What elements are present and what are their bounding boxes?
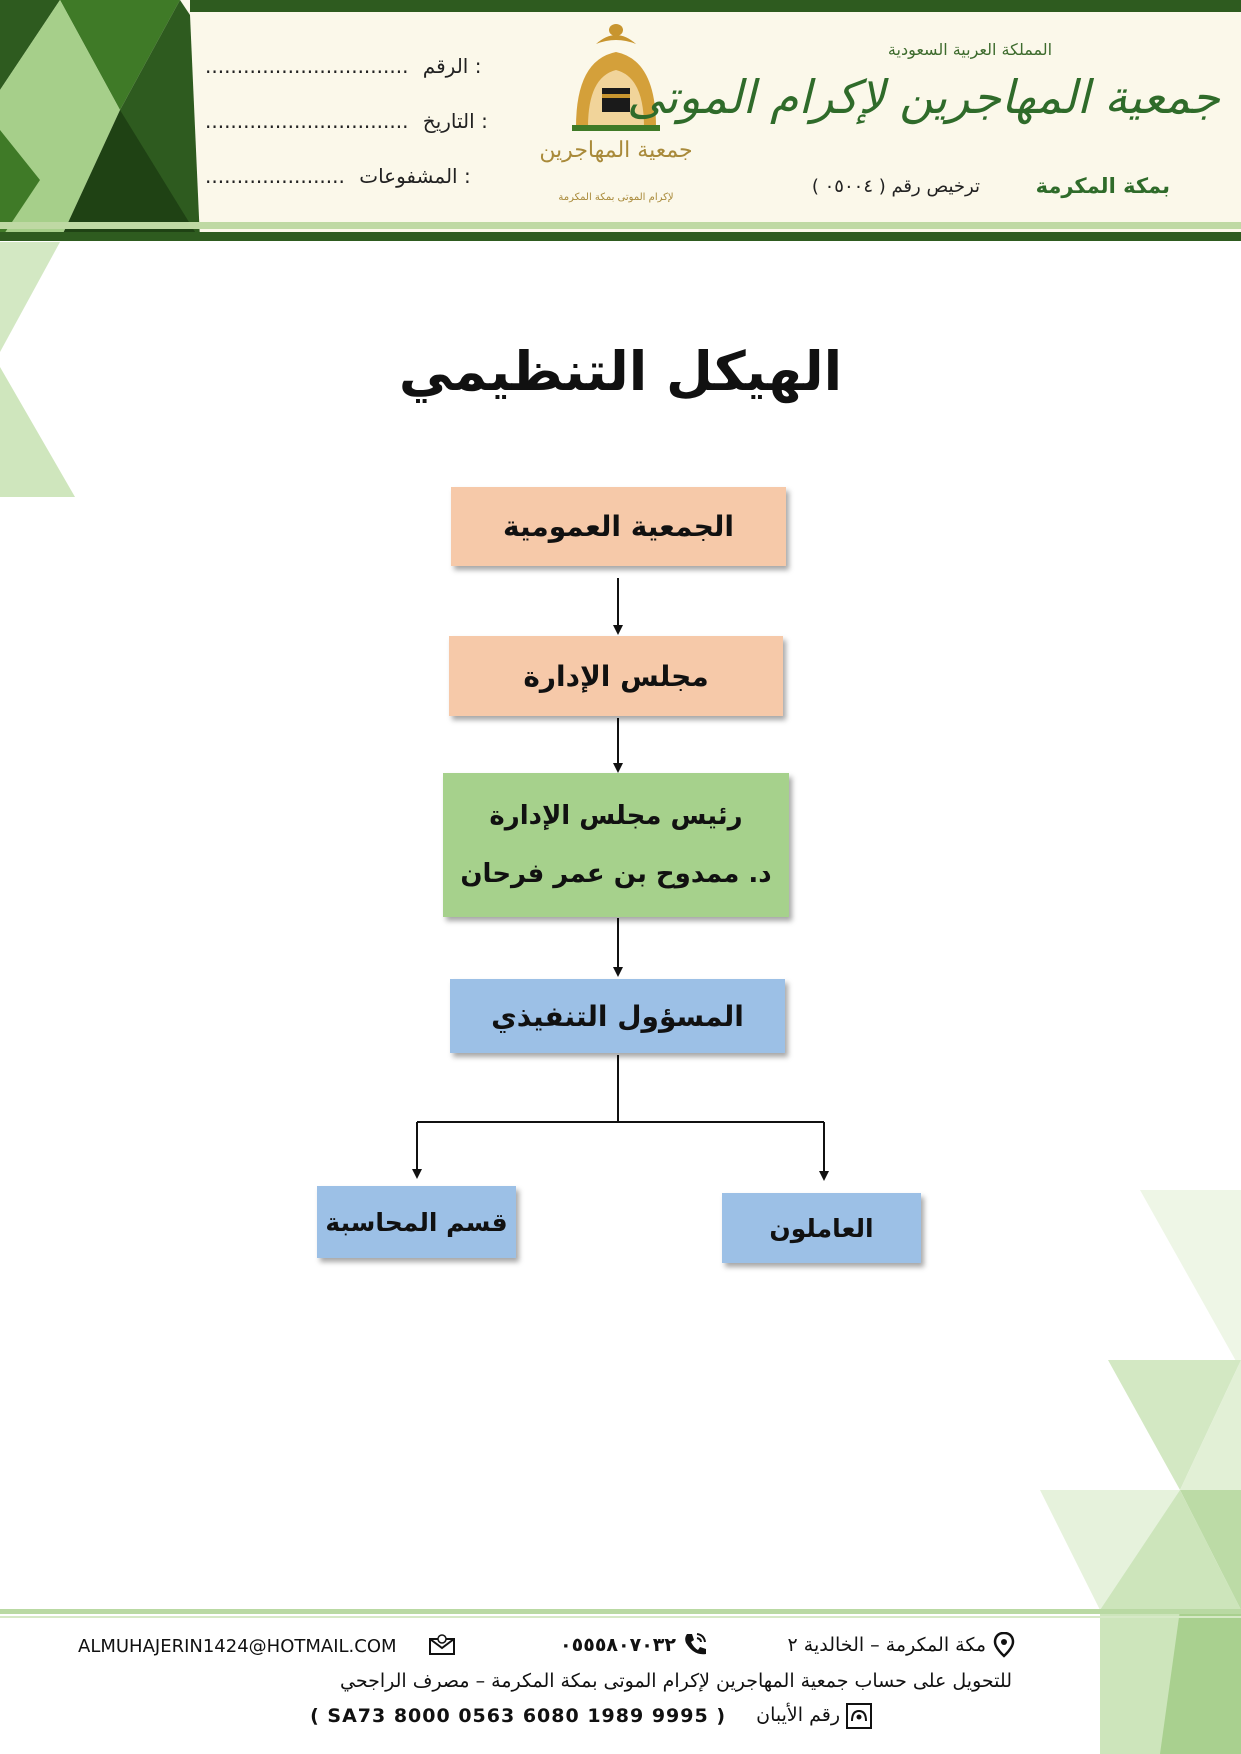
box-board xyxy=(449,636,783,716)
executive-label: المسؤول التنفيذي xyxy=(491,999,744,1033)
box-general-assembly xyxy=(451,487,786,566)
field-attachments: ...................... المشفوعات : xyxy=(205,164,471,188)
footer-transfer-note: للتحويل على حساب جمعية المهاجرين لإكرام الموتى بمكة المكرمة – مصرف الراجحي xyxy=(340,1670,1012,1692)
footer-address: مكة المكرمة – الخالدية ٢ xyxy=(787,1634,986,1656)
footer-rule-thin xyxy=(0,1616,1241,1618)
accounting-label: قسم المحاسبة xyxy=(325,1207,508,1237)
box-executive xyxy=(450,979,785,1053)
box-workers xyxy=(722,1193,921,1263)
general-assembly-label: الجمعية العمومية xyxy=(503,510,735,543)
box-chairman xyxy=(443,773,789,917)
location-pin-icon xyxy=(993,1632,1015,1658)
city-label: بمكة المكرمة xyxy=(1035,174,1170,198)
footer-phone: ٠٥٥٥٨٠٧٠٣٢ xyxy=(560,1634,676,1656)
chairman-title: رئيس مجلس الإدارة xyxy=(489,801,743,831)
footer-email: ALMUHAJERIN1424@HOTMAIL.COM xyxy=(78,1636,397,1657)
footer-iban-label: رقم الأيبان xyxy=(756,1704,840,1726)
bank-icon xyxy=(846,1703,872,1729)
footer-rule xyxy=(0,1609,1241,1614)
field-number: ................................ الرقم : xyxy=(205,54,482,78)
kingdom-label: المملكة العربية السعودية xyxy=(887,40,1053,59)
chairman-name: د. ممدوح بن عمر فرحان xyxy=(460,859,772,889)
email-icon xyxy=(428,1633,456,1655)
logo-text-sub: لإكرام الموتى بمكة المكرمة xyxy=(558,192,674,203)
board-label: مجلس الإدارة xyxy=(523,659,709,693)
page-title: الهيكل التنظيمي xyxy=(398,340,843,403)
box-accounting xyxy=(317,1186,516,1258)
org-name: جمعية المهاجرين لإكرام الموتى xyxy=(627,70,1220,124)
logo-text-main: جمعية المهاجرين xyxy=(539,138,693,163)
license-label: ترخيص رقم ( ٠٥٠٠٤ ) xyxy=(811,176,980,197)
field-date: ................................ التاريخ : xyxy=(205,109,488,133)
workers-label: العاملون xyxy=(769,1213,874,1243)
footer-iban: ( SA73 8000 0563 6080 1989 9995 ) xyxy=(310,1705,726,1727)
phone-icon xyxy=(682,1631,708,1657)
